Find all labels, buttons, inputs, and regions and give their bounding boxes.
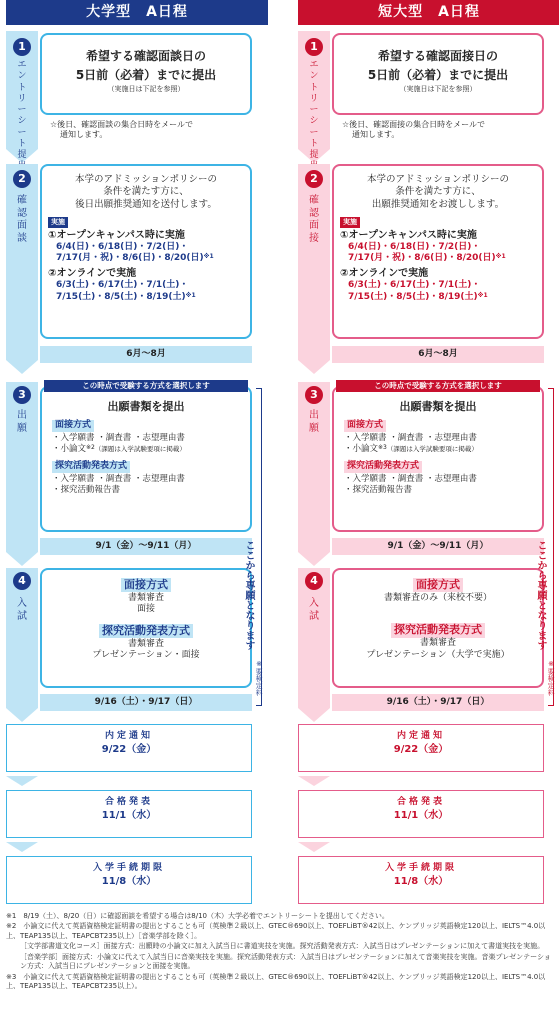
option2-dates2: 7/15(土)・8/5(土)・8/19(土): [56, 291, 186, 302]
step3-title: 出願書類を提出: [399, 400, 477, 413]
pass-announce-box: [6, 790, 252, 838]
enroll-deadline-date: 11/8（水）: [101, 875, 157, 887]
enroll-deadline-title: 入学手続期限: [92, 863, 165, 873]
step3-period: 9/1（金）〜9/11（月）: [332, 538, 544, 555]
step1-box: [332, 33, 544, 115]
enroll-deadline-box: [298, 856, 544, 904]
step4-label: 入試: [309, 598, 319, 622]
essay-item: ・小論文: [52, 444, 87, 455]
step2-sidebar: [298, 164, 330, 360]
option2-title: ②オンラインで実施: [340, 268, 429, 280]
essay-note: （課題は入学試験要項に掲載）: [386, 445, 478, 454]
option2-dates1: 6/3(土)・6/17(土)・7/1(土)・: [56, 280, 189, 291]
step3-number: 3: [305, 386, 323, 404]
exam-interview-line1: 書類審査のみ（来校不要）: [383, 592, 492, 603]
step3-box: [332, 386, 544, 532]
step2-line2: 条件を満たす方に、: [395, 186, 481, 198]
option1-footnote-mark: ※1: [203, 253, 214, 261]
step1-text2: 5日前（必着）までに提出: [367, 67, 509, 82]
fee-note: ※要検定料: [255, 660, 264, 696]
column-header: 大学型 A日程: [6, 0, 268, 25]
essay-footnote-mark: ※2: [86, 444, 95, 452]
result-arrow2: [298, 842, 330, 852]
offer-notice-title: 内定通知: [104, 731, 153, 741]
step3-period: 9/1（金）〜9/11（月）: [40, 538, 252, 555]
inquiry-method-label: 探究活動発表方式: [344, 461, 422, 473]
university-column: [6, 0, 268, 908]
exam-inquiry-line1: 書類審査: [419, 638, 456, 649]
step1-note: [342, 120, 559, 141]
implementation-tag: 実施: [48, 217, 68, 228]
pass-announce-date: 11/1（水）: [101, 809, 157, 821]
method-select-banner: この時点で受験する方式を選択します: [336, 380, 540, 392]
step4-box: [40, 568, 252, 688]
pass-announce-title: 合格発表: [396, 797, 445, 807]
exam-inquiry-label: 探究活動発表方式: [99, 624, 193, 638]
option2-title: ②オンラインで実施: [48, 268, 137, 280]
interview-method-label: 面接方式: [344, 420, 386, 432]
footnote-3: ※3 小論文に代えて英語資格検定証明書の提出とすることも可（英検準２級以上、GTEC®690以上、TOEFLiBT®42以上、ケンブリッジ英語検定120以上、IELTS™4.0以上、TEAP135以上、TEAPCBT235以上）。: [6, 972, 546, 991]
step3-label: 出願: [309, 410, 319, 434]
essay-item: ・小論文: [344, 444, 379, 455]
exam-inquiry-line2: プレゼンテーション・面接: [92, 650, 200, 661]
step1-number: 1: [13, 38, 31, 56]
step3-sidebar: [6, 382, 38, 552]
step3-label: 出願: [17, 410, 27, 434]
exam-interview-label: 面接方式: [413, 578, 463, 592]
step2-line3: 後日出願推奨通知を送付します。: [75, 198, 217, 210]
step1-label: エントリーシート提: [17, 60, 27, 160]
step2-line3: 出願推奨通知をお渡しします。: [371, 198, 505, 210]
exam-inquiry-line2: プレゼンテーション（大学で実施）: [366, 649, 510, 660]
offer-notice-box: [298, 724, 544, 772]
step2-label: 確認面接: [309, 195, 319, 244]
implementation-tag: 実施: [340, 217, 360, 228]
step3-sidebar: [298, 382, 330, 552]
pass-announce-title: 合格発表: [104, 797, 153, 807]
step4-period: 9/16（土）・9/17（日）: [332, 694, 544, 711]
exam-interview-line1: 書類審査: [127, 592, 164, 603]
exam-interview-line2: [334, 604, 542, 615]
step1-box: [40, 33, 252, 115]
exam-inquiry-line1: 書類審査: [127, 638, 164, 649]
option2-footnote-mark: ※1: [185, 291, 196, 299]
exclusive-notice: ここから専願となります: [535, 540, 546, 650]
step3-box: [40, 386, 252, 532]
option2-dates1: 6/3(土)・6/17(土)・7/1(土)・: [348, 280, 481, 291]
interview-docs: ・入学願書 ・調査書 ・志望理由書: [52, 432, 185, 443]
step4-number: 4: [13, 572, 31, 590]
exam-interview-line2: 面接: [136, 604, 155, 615]
step4-arrow: [6, 708, 38, 722]
step1-text1: 希望する確認面談日の: [85, 49, 206, 63]
method-select-banner: この時点で受験する方式を選択します: [44, 380, 248, 392]
step2-sidebar: [6, 164, 38, 360]
pass-announce-box: [298, 790, 544, 838]
step3-arrow: [298, 552, 330, 566]
exclusive-bracket: [548, 388, 554, 706]
step1-label: エントリーシート提: [309, 60, 319, 160]
inquiry-method-label: 探究活動発表方式: [52, 461, 130, 473]
footnote-2: ※2 小論文に代えて英語資格検定証明書の提出とすることも可（英検準２級以上、GTEC®690以上、TOEFLiBT®42以上、ケンブリッジ英語検定120以上、IELTS™4.0以上、TEAP135以上、TEAPCBT235以上）［音楽学部を除く］。: [6, 922, 546, 940]
step1-note-line1: ☆後日、確認面談の集合日時をメールで: [50, 120, 194, 129]
pass-announce-date: 11/1（水）: [393, 809, 449, 821]
inquiry-report: ・探究活動報告書: [52, 484, 121, 495]
step2-line1: 本学のアドミッションポリシーの: [74, 174, 218, 185]
footnote-2-music: ［音楽学部］面接方式：小論文に代えて入試当日に音楽実技を実施。探究活動発表方式：入試当日はプレゼンテーションに加えて音楽実技を実施。音楽プレゼンテーション方式：入試当日にプレゼンテーションと面接を実施。: [20, 952, 551, 971]
option1-title: ①オープンキャンパス時に実施: [340, 229, 477, 241]
exclusive-notice: ここから専願となります: [243, 540, 254, 650]
essay-footnote-mark: ※3: [378, 444, 387, 452]
step1-number: 1: [305, 38, 323, 56]
result-arrow1: [298, 776, 330, 786]
step4-number: 4: [305, 572, 323, 590]
exclusive-bracket: [256, 388, 262, 706]
option2-footnote-mark: ※1: [477, 291, 488, 299]
step2-box: [332, 164, 544, 339]
step1-sub: （実施日は下記を参照）: [107, 85, 185, 94]
option2-dates2: 7/15(土)・8/5(土)・8/19(土): [348, 291, 478, 302]
exam-inquiry-label: 探究活動発表方式: [391, 623, 485, 637]
junior-college-column: [298, 0, 559, 908]
enroll-deadline-title: 入学手続期限: [384, 863, 457, 873]
step2-line1: 本学のアドミッションポリシーの: [366, 174, 510, 185]
step2-number: 2: [305, 170, 323, 188]
offer-notice-title: 内定通知: [396, 731, 445, 741]
step2-arrow: [6, 360, 38, 374]
step2-period: 6月〜8月: [332, 346, 544, 363]
step1-sub: （実施日は下記を参照）: [399, 85, 477, 94]
step2-box: [40, 164, 252, 339]
result-arrow2: [6, 842, 38, 852]
step3-number: 3: [13, 386, 31, 404]
option1-dates2: 7/17(月・祝)・8/6(日)・8/20(日): [348, 253, 496, 264]
step4-arrow: [298, 708, 330, 722]
enroll-deadline-date: 11/8（水）: [393, 875, 449, 887]
step2-arrow: [298, 360, 330, 374]
interview-docs: ・入学願書 ・調査書 ・志望理由書: [344, 432, 477, 443]
footnotes: [6, 912, 556, 993]
step1-note: [50, 120, 278, 141]
step2-number: 2: [13, 170, 31, 188]
step1-text1: 希望する確認面接日の: [377, 49, 498, 63]
result-arrow1: [6, 776, 38, 786]
column-header: 短大型 A日程: [298, 0, 559, 25]
option1-dates1: 6/4(日)・6/18(日)・7/2(日)・: [348, 241, 481, 252]
footnote-2-calligraphy: ［文学部書道文化コース］面接方式：出願時の小論文に加え入試当日に書道実技を実施。探究活動発表方式：入試当日はプレゼンテーションに加えて書道実技を実施。: [20, 942, 545, 951]
step4-box: [332, 568, 544, 688]
option1-dates2: 7/17(月・祝)・8/6(日)・8/20(日): [56, 253, 204, 264]
step2-line2: 条件を満たす方に、: [103, 186, 189, 198]
inquiry-docs: ・入学願書 ・調査書 ・志望理由書: [52, 473, 185, 484]
step1-note-line1: ☆後日、確認面接の集合日時をメールで: [342, 120, 486, 129]
interview-method-label: 面接方式: [52, 420, 94, 432]
enroll-deadline-box: [6, 856, 252, 904]
step1-note-line2: 通知します。: [352, 130, 400, 140]
option1-title: ①オープンキャンパス時に実施: [48, 229, 185, 241]
option1-dates1: 6/4(日)・6/18(日)・7/2(日)・: [56, 241, 189, 252]
option1-footnote-mark: ※1: [495, 253, 506, 261]
essay-note: （課題は入学試験要項に掲載）: [94, 445, 186, 454]
step1-note-line2: 通知します。: [60, 130, 108, 140]
footnote-1: ※1 8/19（土）、8/20（日）に確認面談を希望する場合は8/10（木）大学必着でエントリーシートを提出してください。: [6, 912, 389, 920]
fee-note: ※要検定料: [547, 660, 556, 696]
offer-notice-box: [6, 724, 252, 772]
step3-arrow: [6, 552, 38, 566]
offer-notice-date: 9/22（金）: [101, 743, 157, 755]
step1-text2: 5日前（必着）までに提出: [75, 67, 217, 82]
step4-label: 入試: [17, 598, 27, 622]
step3-title: 出願書類を提出: [107, 400, 185, 413]
offer-notice-date: 9/22（金）: [393, 743, 449, 755]
step4-period: 9/16（土）・9/17（日）: [40, 694, 252, 711]
step2-label: 確認面談: [17, 195, 27, 244]
step2-period: 6月〜8月: [40, 346, 252, 363]
inquiry-docs: ・入学願書 ・調査書 ・志望理由書: [344, 473, 477, 484]
inquiry-report: ・探究活動報告書: [344, 484, 413, 495]
exam-interview-label: 面接方式: [121, 578, 171, 592]
